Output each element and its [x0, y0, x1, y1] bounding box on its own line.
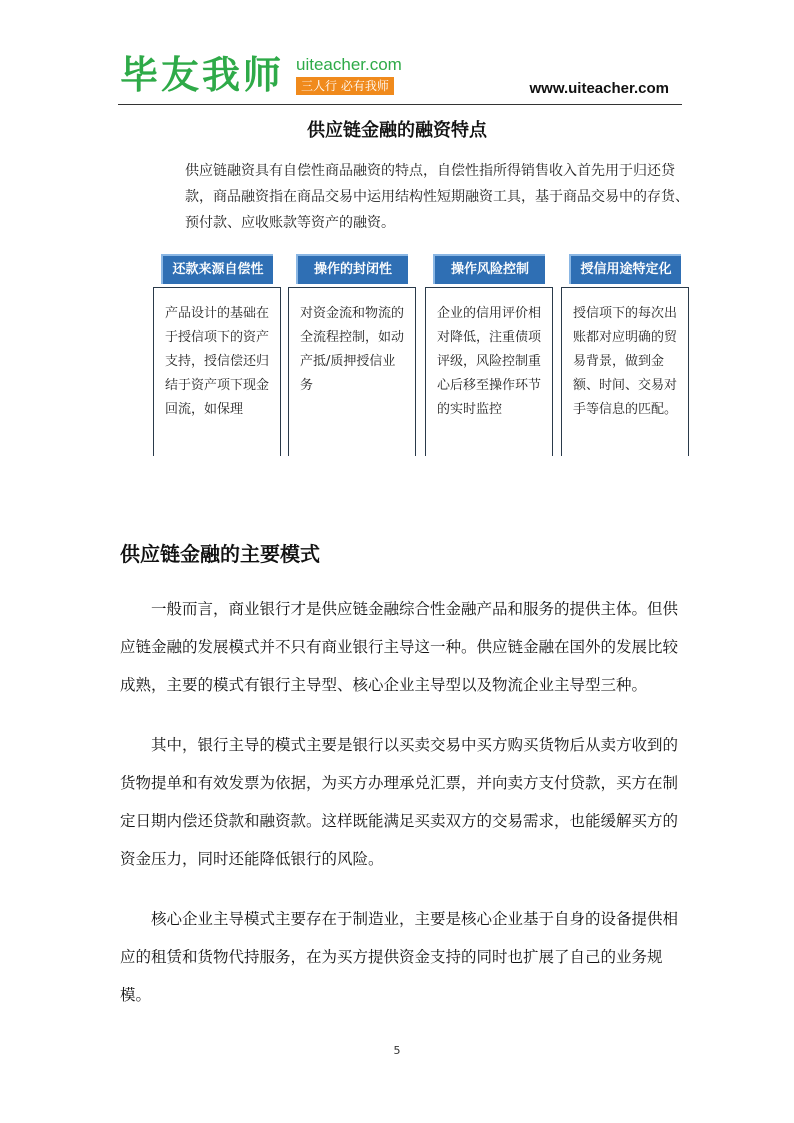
- feature-title: 操作风险控制: [433, 254, 545, 284]
- feature-card: [153, 254, 285, 456]
- feature-diagram: [153, 254, 693, 456]
- logo-domain: uiteacher.com: [296, 55, 402, 74]
- feature-card: [288, 254, 420, 456]
- body-paragraph: 核心企业主导模式主要存在于制造业，主要是核心企业基于自身的设备提供相应的租赁和货物代持服务，在为买方提供资金支持的同时也扩展了自己的业务规模。: [120, 910, 679, 1004]
- logo-tagline: 三人行 必有我师: [296, 77, 394, 95]
- feature-card: [425, 254, 557, 456]
- feature-body: 授信项下的每次出账都对应明确的贸易背景，做到金额、时间、交易对手等信息的匹配。: [573, 306, 678, 417]
- feature-title: 还款来源自偿性: [161, 254, 273, 284]
- feature-card: [561, 254, 693, 456]
- modes-title: 供应链金融的主要模式: [120, 542, 320, 566]
- header-divider: [118, 104, 682, 105]
- feature-body: 企业的信用评价相对降低，注重债项评级，风险控制重心后移至操作环节的实时监控: [437, 306, 542, 417]
- feature-title: 授信用途特定化: [569, 254, 681, 284]
- body-paragraph: 一般而言，商业银行才是供应链金融综合性金融产品和服务的提供主体。但供应链金融的发展模式并不只有商业银行主导这一种。供应链金融在国外的发展比较成熟，主要的模式有银行主导型、核心企业主导型以及物流企业主导型三种。: [120, 600, 679, 694]
- logo-text: 毕友我师: [120, 53, 285, 97]
- page-header: [118, 50, 682, 106]
- feature-title: 操作的封闭性: [296, 254, 408, 284]
- features-title: 供应链金融的融资特点: [307, 120, 487, 141]
- body-paragraph: 其中，银行主导的模式主要是银行以买卖交易中买方购买货物后从卖方收到的货物提单和有效发票为依据，为买方办理承兑汇票，并向卖方支付贷款，买方在制定日期内偿还贷款和融资款。这样既能满足买卖双方的交易需求，也能缓解买方的资金压力，同时还能降低银行的风险。: [120, 736, 679, 868]
- feature-body: 产品设计的基础在于授信项下的资产支持，授信偿还归结于资产项下现金回流，如保理: [165, 306, 270, 417]
- features-intro: 供应链融资具有自偿性商品融资的特点，自偿性指所得销售收入首先用于归还贷款，商品融资指在商品交易中运用结构性短期融资工具，基于商品交易中的存货、预付款、应收账款等资产的融资。: [185, 163, 689, 231]
- site-url: www.uiteacher.com: [529, 80, 669, 97]
- feature-body: 对资金流和物流的全流程控制，如动产抵/质押授信业务: [300, 306, 405, 393]
- page-number: 5: [393, 1044, 401, 1057]
